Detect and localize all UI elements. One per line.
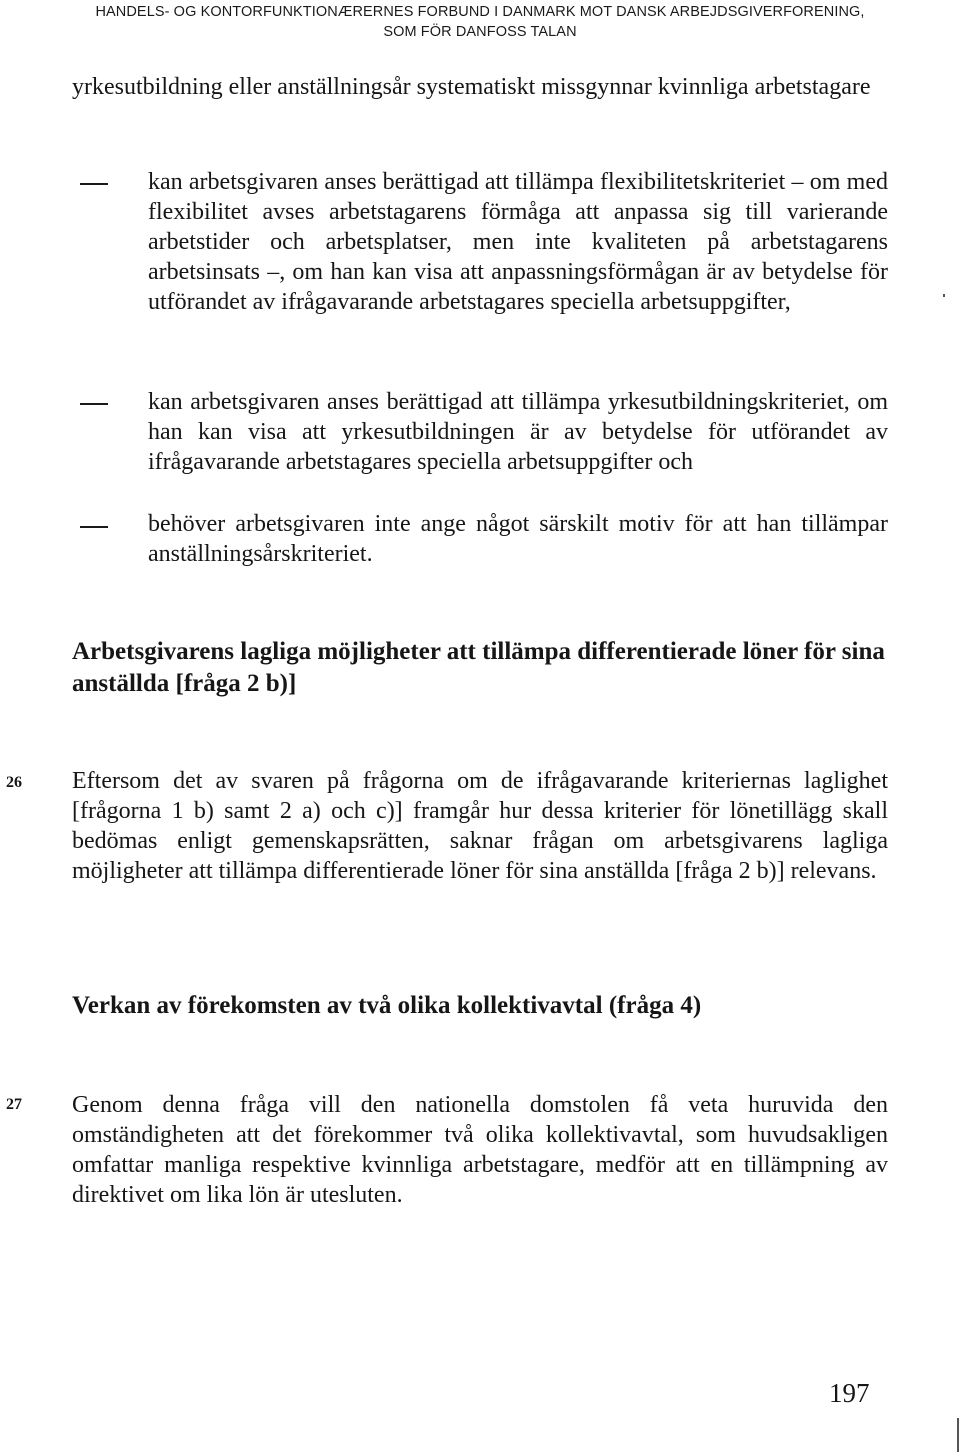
section-heading: Verkan av förekomsten av två olika kollektivavtal (fråga 4) — [72, 992, 702, 1019]
dash-mark — [80, 403, 108, 405]
dash-mark — [80, 183, 108, 185]
paragraph-text: Eftersom det av svaren på frågorna om de ifrågavarande kriteriernas laglighet [frågorna 1 b) samt 2 a) och c)] framgår hur dessa kriterier för lönetillägg skall bedömas enligt gemenskapsrätten, saknar frågan om arbetsgivarens lagliga möjligheter att tillämpa differentierade löner för sina anställda [fråga 2 b)] relevans. — [72, 768, 888, 884]
section-heading: Arbetsgivarens lagliga möjligheter att tillämpa differentierade löner för sina anställda [fråga 2 b)] — [72, 638, 885, 697]
dash-mark — [80, 526, 108, 528]
paragraph-text: Genom denna fråga vill den nationella domstolen få veta huruvida den omständigheten att det förekommer två olika kollektivavtal, som huvudsakligen omfattar manliga respektive kvinnliga arbetstagare, medför att en tillämpning av direktivet om lika lön är utesluten. — [72, 1092, 888, 1208]
page-number: 197 — [829, 1378, 870, 1408]
bullet-text: behöver arbetsgivaren inte ange något särskilt motiv för att han tillämpar anställningsårskriteriet. — [148, 511, 888, 567]
header-line-2: SOM FÖR DANFOSS TALAN — [383, 24, 577, 40]
paragraph-number: 26 — [6, 774, 22, 791]
intro-text: yrkesutbildning eller anställningsår systematiskt missgynnar kvinnliga arbetstagare — [72, 74, 871, 100]
header-line-1: HANDELS- OG KONTORFUNKTIONÆRERNES FORBUND I DANMARK MOT DANSK ARBEJDSGIVERFORENING, — [95, 4, 865, 20]
bullet-text: kan arbetsgivaren anses berättigad att tillämpa yrkesutbildningskriteriet, om han kan visa att yrkesutbildningen är av betydelse för utförandet av ifrågavarande arbetstagares speciella arbetsuppgifter och — [148, 389, 888, 475]
scan-mark — [957, 1418, 959, 1452]
paragraph-number: 27 — [6, 1096, 22, 1113]
scan-mark — [943, 294, 945, 297]
bullet-text: kan arbetsgivaren anses berättigad att tillämpa flexibilitetskriteriet – om med flexibilitet avses arbetstagarens förmåga att anpassa sig till varierande arbetstider och arbetsplatser, men inte kvaliteten på arbetstagarens arbetsinsats –, om han kan visa att anpassningsförmågan är av betydelse för utförandet av ifrågavarande arbetstagares speciella arbetsuppgifter, — [148, 169, 888, 315]
